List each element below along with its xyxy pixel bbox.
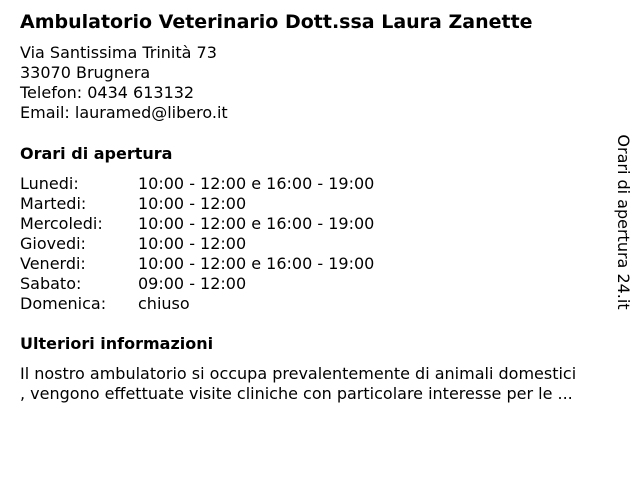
hours-day: Domenica: — [20, 294, 107, 313]
info-line: , vengono effettuate visite cliniche con particolare interesse per le ... — [20, 384, 573, 403]
address-block — [20, 43, 228, 123]
hours-row — [20, 254, 374, 274]
address-city: 33070 Brugnera — [20, 63, 151, 82]
address-street: Via Santissima Trinità 73 — [20, 43, 217, 62]
hours-time: 09:00 - 12:00 — [138, 274, 247, 293]
page-title: Ambulatorio Veterinario Dott.ssa Laura Zanette — [20, 11, 533, 33]
hours-day: Martedi: — [20, 194, 87, 213]
hours-day: Giovedi: — [20, 234, 86, 253]
hours-heading: Orari di apertura — [20, 144, 173, 163]
hours-row — [20, 234, 374, 254]
hours-day: Lunedi: — [20, 174, 79, 193]
info-heading: Ulteriori informazioni — [20, 334, 214, 353]
address-phone: Telefon: 0434 613132 — [20, 83, 195, 102]
side-brand-watermark: Orari di apertura 24.it — [614, 134, 633, 310]
hours-row — [20, 174, 374, 194]
hours-time: 10:00 - 12:00 e 16:00 - 19:00 — [138, 254, 375, 273]
hours-row — [20, 294, 374, 314]
opening-hours-list — [20, 174, 374, 314]
hours-time: 10:00 - 12:00 — [138, 194, 247, 213]
hours-time: 10:00 - 12:00 — [138, 234, 247, 253]
info-line: Il nostro ambulatorio si occupa prevalentemente di animali domestici — [20, 364, 577, 383]
hours-time: 10:00 - 12:00 e 16:00 - 19:00 — [138, 214, 375, 233]
hours-day: Mercoledi: — [20, 214, 103, 233]
address-email: Email: lauramed@libero.it — [20, 103, 228, 122]
hours-row — [20, 214, 374, 234]
hours-row — [20, 274, 374, 294]
info-description — [20, 364, 624, 404]
hours-day: Venerdi: — [20, 254, 86, 273]
hours-row — [20, 194, 374, 214]
hours-time: chiuso — [138, 294, 190, 313]
hours-time: 10:00 - 12:00 e 16:00 - 19:00 — [138, 174, 375, 193]
hours-day: Sabato: — [20, 274, 82, 293]
